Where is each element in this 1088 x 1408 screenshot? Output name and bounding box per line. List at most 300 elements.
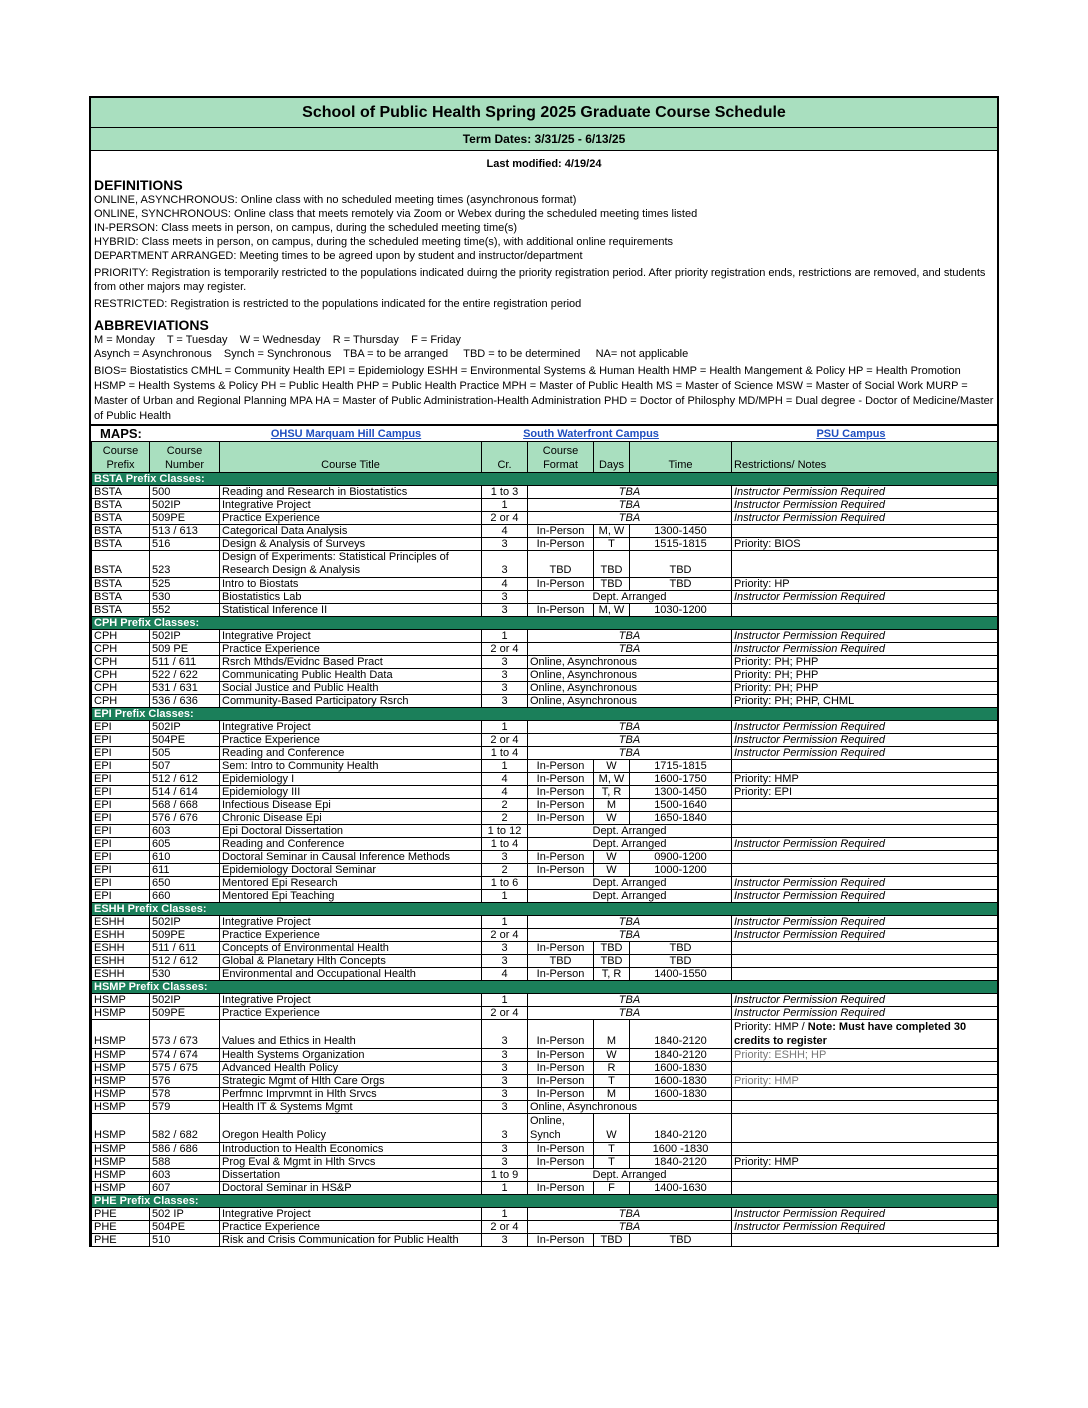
- cell-credits: 3: [482, 695, 528, 708]
- cell-number: 586 / 686: [150, 1143, 220, 1156]
- cell-schedule: TBA: [528, 630, 732, 643]
- cell-format: TBD: [528, 955, 594, 968]
- section-heading: PHE Prefix Classes:: [92, 1195, 998, 1208]
- cell-format: In-Person: [528, 1143, 594, 1156]
- cell-title: Advanced Health Policy: [220, 1062, 482, 1075]
- cell-number: 514 / 614: [150, 786, 220, 799]
- cell-number: 660: [150, 890, 220, 903]
- term-dates: Term Dates: 3/31/25 - 6/13/25: [91, 128, 997, 151]
- cell-notes: Instructor Permission Required: [732, 630, 998, 643]
- cell-time: 1600 -1830: [630, 1143, 732, 1156]
- cell-credits: 1: [482, 1182, 528, 1195]
- cell-credits: 3: [482, 1114, 528, 1143]
- cell-number: 511 / 611: [150, 656, 220, 669]
- cell-number: 510: [150, 1234, 220, 1247]
- cell-notes: Priority: HMP: [732, 1156, 998, 1169]
- cell-title: Practice Experience: [220, 643, 482, 656]
- table-row: [92, 1221, 998, 1234]
- cell-format: Online, Asynchronous: [528, 1101, 732, 1114]
- cell-number: 513 / 613: [150, 525, 220, 538]
- cell-format: In-Person: [528, 786, 594, 799]
- cell-format: In-Person: [528, 760, 594, 773]
- cell-credits: 1: [482, 760, 528, 773]
- cell-number: 650: [150, 877, 220, 890]
- cell-prefix: HSMP: [92, 994, 150, 1007]
- cell-prefix: CPH: [92, 643, 150, 656]
- cell-credits: 1 to 4: [482, 747, 528, 760]
- cell-schedule: TBA: [528, 747, 732, 760]
- cell-prefix: EPI: [92, 773, 150, 786]
- cell-prefix: EPI: [92, 721, 150, 734]
- cell-number: 607: [150, 1182, 220, 1195]
- cell-title: Practice Experience: [220, 929, 482, 942]
- cell-number: 511 / 611: [150, 942, 220, 955]
- cell-number: 605: [150, 838, 220, 851]
- cell-number: 582 / 682: [150, 1114, 220, 1143]
- cell-time: 1840-2120: [630, 1020, 732, 1049]
- cell-credits: 1: [482, 890, 528, 903]
- cell-prefix: HSMP: [92, 1182, 150, 1195]
- cell-title: Health IT & Systems Mgmt: [220, 1101, 482, 1114]
- table-row: [92, 786, 998, 799]
- cell-days: M, W: [594, 525, 630, 538]
- col-prefix: Course Prefix: [92, 442, 150, 473]
- cell-title: Perfmnc Imprvmnt in Hlth Srvcs: [220, 1088, 482, 1101]
- cell-days: T: [594, 538, 630, 551]
- cell-time: 1400-1550: [630, 968, 732, 981]
- cell-time: 1400-1630: [630, 1182, 732, 1195]
- maps-label: MAPS:: [100, 426, 142, 441]
- cell-title: Doctoral Seminar in HS&P: [220, 1182, 482, 1195]
- cell-credits: 2 or 4: [482, 512, 528, 525]
- cell-notes: Priority: HP: [732, 578, 998, 591]
- cell-notes: [732, 760, 998, 773]
- cell-title: Dissertation: [220, 1169, 482, 1182]
- cell-format: In-Person: [528, 968, 594, 981]
- col-days: Days: [594, 442, 630, 473]
- cell-notes: [732, 968, 998, 981]
- cell-notes: [732, 851, 998, 864]
- cell-prefix: HSMP: [92, 1114, 150, 1143]
- cell-notes: Instructor Permission Required: [732, 734, 998, 747]
- cell-prefix: BSTA: [92, 499, 150, 512]
- cell-title: Categorical Data Analysis: [220, 525, 482, 538]
- cell-number: 552: [150, 604, 220, 617]
- maps-bar: [91, 424, 997, 441]
- table-header: [92, 442, 998, 473]
- cell-number: 576: [150, 1075, 220, 1088]
- cell-days: R: [594, 1062, 630, 1075]
- cell-format: In-Person: [528, 942, 594, 955]
- cell-prefix: HSMP: [92, 1088, 150, 1101]
- cell-prefix: EPI: [92, 838, 150, 851]
- cell-prefix: BSTA: [92, 512, 150, 525]
- map-link-psu[interactable]: PSU Campus: [816, 428, 886, 440]
- cell-credits: 2: [482, 864, 528, 877]
- cell-number: 579: [150, 1101, 220, 1114]
- cell-prefix: PHE: [92, 1221, 150, 1234]
- cell-notes: Priority: PH; PHP: [732, 656, 998, 669]
- cell-format: In-Person: [528, 1075, 594, 1088]
- cell-number: 502IP: [150, 721, 220, 734]
- cell-days: M, W: [594, 604, 630, 617]
- cell-days: W: [594, 851, 630, 864]
- cell-prefix: HSMP: [92, 1007, 150, 1020]
- cell-time: 0900-1200: [630, 851, 732, 864]
- cell-notes: Priority: PH; PHP: [732, 682, 998, 695]
- table-row: [92, 825, 998, 838]
- cell-time: TBD: [630, 1234, 732, 1247]
- table-row: [92, 799, 998, 812]
- section-heading: BSTA Prefix Classes:: [92, 473, 998, 486]
- table-row: [92, 747, 998, 760]
- abbreviations-heading: ABBREVIATIONS: [94, 317, 209, 333]
- cell-number: 578: [150, 1088, 220, 1101]
- cell-prefix: EPI: [92, 851, 150, 864]
- table-row: [92, 1114, 998, 1143]
- cell-schedule: TBA: [528, 994, 732, 1007]
- cell-days: TBD: [594, 551, 630, 578]
- table-row: [92, 578, 998, 591]
- cell-title: Mentored Epi Teaching: [220, 890, 482, 903]
- section-heading: ESHH Prefix Classes:: [92, 903, 998, 916]
- cell-credits: 3: [482, 1234, 528, 1247]
- cell-prefix: EPI: [92, 747, 150, 760]
- cell-number: 530: [150, 591, 220, 604]
- cell-time: 1600-1830: [630, 1062, 732, 1075]
- map-link-south-waterfront[interactable]: South Waterfront Campus: [523, 428, 659, 440]
- cell-title: Communicating Public Health Data: [220, 669, 482, 682]
- cell-credits: 1: [482, 721, 528, 734]
- cell-days: W: [594, 812, 630, 825]
- cell-credits: 1: [482, 994, 528, 1007]
- cell-prefix: HSMP: [92, 1049, 150, 1062]
- cell-title: Health Systems Organization: [220, 1049, 482, 1062]
- cell-credits: 2 or 4: [482, 643, 528, 656]
- cell-number: 610: [150, 851, 220, 864]
- cell-schedule: Dept. Arranged: [528, 877, 732, 890]
- cell-format: In-Person: [528, 773, 594, 786]
- cell-prefix: ESHH: [92, 955, 150, 968]
- table-row: [92, 942, 998, 955]
- section-heading: EPI Prefix Classes:: [92, 708, 998, 721]
- cell-prefix: ESHH: [92, 968, 150, 981]
- cell-credits: 3: [482, 1020, 528, 1049]
- cell-notes: Instructor Permission Required: [732, 512, 998, 525]
- cell-schedule: Dept. Arranged: [528, 838, 732, 851]
- cell-prefix: ESHH: [92, 929, 150, 942]
- cell-credits: 1: [482, 916, 528, 929]
- table-row: [92, 1020, 998, 1049]
- cell-number: 588: [150, 1156, 220, 1169]
- cell-format: In-Person: [528, 851, 594, 864]
- course-rows: [92, 473, 998, 1247]
- cell-prefix: BSTA: [92, 591, 150, 604]
- cell-credits: 2 or 4: [482, 929, 528, 942]
- cell-notes: Instructor Permission Required: [732, 838, 998, 851]
- cell-time: 1650-1840: [630, 812, 732, 825]
- col-credits: Cr.: [482, 442, 528, 473]
- cell-format: In-Person: [528, 604, 594, 617]
- table-row: [92, 1169, 998, 1182]
- cell-title: Epidemiology Doctoral Seminar: [220, 864, 482, 877]
- cell-time: TBD: [630, 578, 732, 591]
- cell-time: 1840-2120: [630, 1049, 732, 1062]
- table-row: [92, 1234, 998, 1247]
- cell-number: 509PE: [150, 512, 220, 525]
- cell-number: 509 PE: [150, 643, 220, 656]
- cell-credits: 3: [482, 1156, 528, 1169]
- cell-number: 522 / 622: [150, 669, 220, 682]
- table-row: [92, 1156, 998, 1169]
- cell-prefix: HSMP: [92, 1143, 150, 1156]
- cell-title: Environmental and Occupational Health: [220, 968, 482, 981]
- cell-time: TBD: [630, 955, 732, 968]
- definition-line: IN-PERSON: Class meets in person, on campus, during the scheduled meeting time(s): [94, 222, 518, 234]
- cell-title: Practice Experience: [220, 512, 482, 525]
- schedule-document: [89, 96, 999, 1247]
- cell-credits: 4: [482, 773, 528, 786]
- section-header: [92, 981, 998, 994]
- cell-format: In-Person: [528, 578, 594, 591]
- cell-time: 1030-1200: [630, 604, 732, 617]
- cell-prefix: EPI: [92, 864, 150, 877]
- page-title: School of Public Health Spring 2025 Graduate Course Schedule: [91, 98, 997, 128]
- cell-prefix: BSTA: [92, 486, 150, 499]
- cell-credits: 3: [482, 591, 528, 604]
- table-row: [92, 538, 998, 551]
- cell-notes: Priority: HMP: [732, 773, 998, 786]
- cell-notes: [732, 864, 998, 877]
- cell-days: TBD: [594, 942, 630, 955]
- cell-time: 1000-1200: [630, 864, 732, 877]
- cell-title: Social Justice and Public Health: [220, 682, 482, 695]
- table-row: [92, 968, 998, 981]
- cell-format: In-Person: [528, 525, 594, 538]
- cell-notes: Instructor Permission Required: [732, 1007, 998, 1020]
- cell-credits: 1 to 3: [482, 486, 528, 499]
- table-row: [92, 929, 998, 942]
- cell-days: M: [594, 1088, 630, 1101]
- cell-prefix: EPI: [92, 890, 150, 903]
- last-modified: Last modified: 4/19/24: [486, 158, 602, 170]
- cell-format: TBD: [528, 551, 594, 578]
- table-row: [92, 1182, 998, 1195]
- map-link-marquam-hill[interactable]: OHSU Marquam Hill Campus: [270, 428, 422, 440]
- cell-notes: Priority: PH; PHP: [732, 669, 998, 682]
- cell-credits: 3: [482, 538, 528, 551]
- cell-days: W: [594, 864, 630, 877]
- cell-prefix: CPH: [92, 695, 150, 708]
- section-header: [92, 473, 998, 486]
- abbr-formats: Asynch = Asynchronous Synch = Synchronous TBA = to be arranged TBD = to be determined NA= not applicable: [94, 348, 689, 360]
- cell-title: Intro to Biostats: [220, 578, 482, 591]
- cell-number: 525: [150, 578, 220, 591]
- table-row: [92, 877, 998, 890]
- cell-credits: 2 or 4: [482, 1007, 528, 1020]
- cell-prefix: BSTA: [92, 525, 150, 538]
- definition-line: HYBRID: Class meets in person, on campus, during the scheduled meeting time(s), with additional online requirements: [94, 236, 674, 248]
- cell-days: M: [594, 799, 630, 812]
- cell-number: 505: [150, 747, 220, 760]
- cell-schedule: TBA: [528, 643, 732, 656]
- table-row: [92, 1101, 998, 1114]
- cell-notes: [732, 1182, 998, 1195]
- cell-days: TBD: [594, 1234, 630, 1247]
- cell-time: 1600-1830: [630, 1075, 732, 1088]
- cell-credits: 3: [482, 1101, 528, 1114]
- cell-title: Integrative Project: [220, 721, 482, 734]
- cell-number: 502 IP: [150, 1208, 220, 1221]
- cell-notes: [732, 1088, 998, 1101]
- cell-number: 611: [150, 864, 220, 877]
- cell-number: 500: [150, 486, 220, 499]
- cell-number: 536 / 636: [150, 695, 220, 708]
- cell-notes: Priority: BIOS: [732, 538, 998, 551]
- cell-prefix: BSTA: [92, 551, 150, 578]
- table-row: [92, 695, 998, 708]
- cell-time: 1600-1750: [630, 773, 732, 786]
- cell-title: Chronic Disease Epi: [220, 812, 482, 825]
- table-row: [92, 838, 998, 851]
- cell-title: Oregon Health Policy: [220, 1114, 482, 1143]
- cell-notes: Instructor Permission Required: [732, 890, 998, 903]
- cell-title: Design of Experiments: Statistical Principles of Research Design & Analysis: [220, 551, 482, 578]
- cell-title: Concepts of Environmental Health: [220, 942, 482, 955]
- cell-credits: 3: [482, 669, 528, 682]
- cell-schedule: TBA: [528, 721, 732, 734]
- cell-number: 502IP: [150, 994, 220, 1007]
- cell-format: In-Person: [528, 1020, 594, 1049]
- col-format: Course Format: [528, 442, 594, 473]
- cell-credits: 4: [482, 525, 528, 538]
- cell-title: Epidemiology I: [220, 773, 482, 786]
- abbr-days: M = Monday T = Tuesday W = Wednesday R = Thursday F = Friday: [94, 334, 461, 346]
- cell-notes: [732, 812, 998, 825]
- cell-notes: [732, 1062, 998, 1075]
- cell-notes: [732, 1234, 998, 1247]
- cell-prefix: EPI: [92, 877, 150, 890]
- cell-schedule: TBA: [528, 1221, 732, 1234]
- cell-days: W: [594, 760, 630, 773]
- table-row: [92, 525, 998, 538]
- cell-credits: 1: [482, 499, 528, 512]
- table-row: [92, 682, 998, 695]
- cell-prefix: EPI: [92, 786, 150, 799]
- cell-number: 603: [150, 1169, 220, 1182]
- cell-number: 504PE: [150, 734, 220, 747]
- cell-days: W: [594, 1114, 630, 1143]
- cell-notes: Priority: HMP / Note: Must have completed 30 credits to register: [732, 1020, 998, 1049]
- cell-number: 502IP: [150, 630, 220, 643]
- cell-notes: [732, 1143, 998, 1156]
- cell-notes: Instructor Permission Required: [732, 916, 998, 929]
- cell-title: Mentored Epi Research: [220, 877, 482, 890]
- cell-title: Infectious Disease Epi: [220, 799, 482, 812]
- cell-notes: Instructor Permission Required: [732, 1221, 998, 1234]
- cell-title: Design & Analysis of Surveys: [220, 538, 482, 551]
- cell-format: In-Person: [528, 812, 594, 825]
- table-row: [92, 851, 998, 864]
- cell-days: TBD: [594, 578, 630, 591]
- table-row: [92, 604, 998, 617]
- cell-prefix: CPH: [92, 682, 150, 695]
- cell-credits: 1 to 4: [482, 838, 528, 851]
- cell-notes: Instructor Permission Required: [732, 929, 998, 942]
- cell-format: In-Person: [528, 1234, 594, 1247]
- cell-notes: [732, 604, 998, 617]
- cell-prefix: EPI: [92, 799, 150, 812]
- cell-credits: 1: [482, 1208, 528, 1221]
- cell-format: In-Person: [528, 1049, 594, 1062]
- definition-line: ONLINE, SYNCHRONOUS: Online class that meets remotely via Zoom or Webex during the scheduled meeting times listed: [94, 208, 698, 220]
- cell-number: 573 / 673: [150, 1020, 220, 1049]
- cell-prefix: PHE: [92, 1234, 150, 1247]
- cell-title: Biostatistics Lab: [220, 591, 482, 604]
- cell-title: Integrative Project: [220, 916, 482, 929]
- cell-notes: [732, 799, 998, 812]
- cell-schedule: TBA: [528, 499, 732, 512]
- cell-format: In-Person: [528, 1156, 594, 1169]
- cell-notes: [732, 825, 998, 838]
- definition-line: ONLINE, ASYNCHRONOUS: Online class with no scheduled meeting times (asynchronous format): [94, 194, 577, 206]
- cell-format: Online, Synch: [528, 1114, 594, 1143]
- cell-schedule: Dept. Arranged: [528, 1169, 732, 1182]
- table-row: [92, 1007, 998, 1020]
- cell-schedule: TBA: [528, 1208, 732, 1221]
- cell-prefix: CPH: [92, 656, 150, 669]
- cell-time: 1300-1450: [630, 786, 732, 799]
- cell-number: 531 / 631: [150, 682, 220, 695]
- cell-title: Strategic Mgmt of Hlth Care Orgs: [220, 1075, 482, 1088]
- cell-prefix: EPI: [92, 812, 150, 825]
- cell-title: Reading and Research in Biostatistics: [220, 486, 482, 499]
- cell-title: Integrative Project: [220, 499, 482, 512]
- cell-notes: Instructor Permission Required: [732, 994, 998, 1007]
- cell-days: T, R: [594, 786, 630, 799]
- table-row: [92, 643, 998, 656]
- intro-section: [91, 157, 997, 424]
- col-title: Course Title: [220, 442, 482, 473]
- cell-title: Statistical Inference II: [220, 604, 482, 617]
- cell-title: Global & Planetary Hlth Concepts: [220, 955, 482, 968]
- table-row: [92, 890, 998, 903]
- cell-number: 512 / 612: [150, 773, 220, 786]
- cell-time: 1840-2120: [630, 1156, 732, 1169]
- cell-notes: Instructor Permission Required: [732, 486, 998, 499]
- table-row: [92, 1088, 998, 1101]
- cell-title: Integrative Project: [220, 1208, 482, 1221]
- cell-time: 1515-1815: [630, 538, 732, 551]
- cell-credits: 4: [482, 578, 528, 591]
- cell-title: Doctoral Seminar in Causal Inference Methods: [220, 851, 482, 864]
- cell-title: Introduction to Health Economics: [220, 1143, 482, 1156]
- cell-notes: [732, 1114, 998, 1143]
- cell-number: 512 / 612: [150, 955, 220, 968]
- restricted-definition: RESTRICTED: Registration is restricted to the populations indicated for the entire registration period: [94, 298, 582, 310]
- cell-schedule: Dept. Arranged: [528, 890, 732, 903]
- cell-prefix: HSMP: [92, 1062, 150, 1075]
- cell-notes: Instructor Permission Required: [732, 499, 998, 512]
- cell-credits: 3: [482, 1088, 528, 1101]
- cell-days: TBD: [594, 955, 630, 968]
- table-row: [92, 994, 998, 1007]
- cell-schedule: TBA: [528, 734, 732, 747]
- cell-schedule: TBA: [528, 929, 732, 942]
- cell-number: 576 / 676: [150, 812, 220, 825]
- cell-credits: 3: [482, 604, 528, 617]
- cell-notes: [732, 551, 998, 578]
